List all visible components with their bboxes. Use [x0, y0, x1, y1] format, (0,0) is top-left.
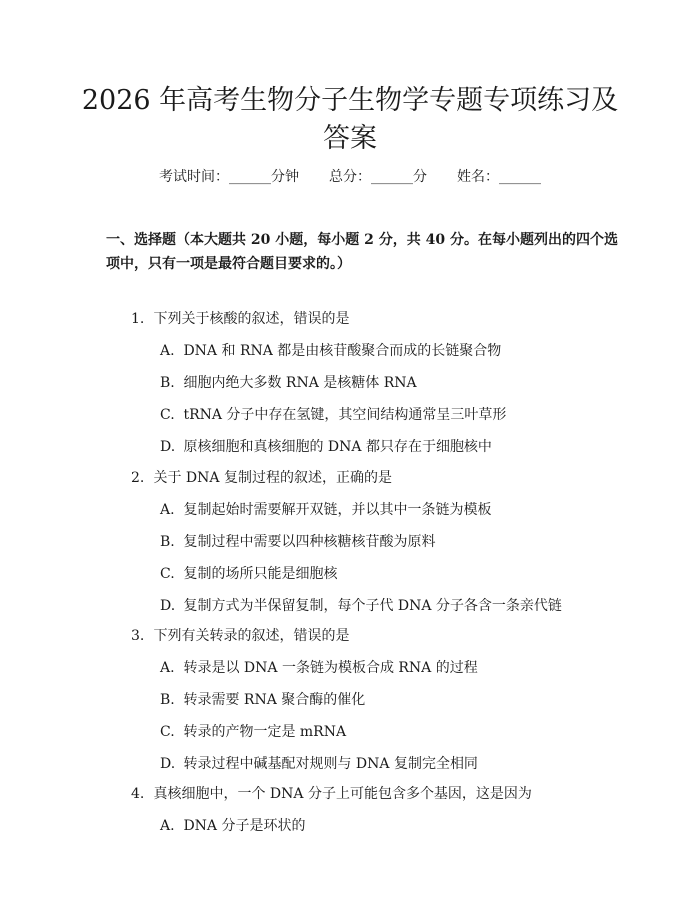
time-unit: 分钟 [271, 169, 299, 185]
option-text: tRNA 分子中存在氢键，其空间结构通常呈三叶草形 [183, 407, 507, 423]
exam-info [0, 166, 700, 188]
question-text: 真核细胞中，一个 DNA 分子上可能包含多个基因，这是因为 [153, 786, 532, 802]
question-text: 下列关于核酸的叙述，错误的是 [153, 311, 350, 327]
option-letter: B. [160, 692, 175, 708]
option-letter: C. [160, 724, 175, 740]
option-letter: D. [160, 756, 176, 772]
question-number: 1. [131, 311, 145, 327]
question-2-option-b[interactable] [160, 531, 435, 553]
option-letter: C. [160, 566, 175, 582]
option-text: 复制起始时需要解开双链，并以其中一条链为模板 [183, 502, 492, 518]
section-heading-line-2: 项中，只有一项是最符合题目要求的。） [106, 256, 351, 272]
option-letter: B. [160, 375, 175, 391]
option-text: 原核细胞和真核细胞的 DNA 都只存在于细胞核中 [183, 439, 492, 455]
question-3 [131, 625, 349, 647]
option-text: 复制过程中需要以四种核糖核苷酸为原料 [183, 534, 436, 550]
option-text: 转录过程中碱基配对规则与 DNA 复制完全相同 [183, 756, 478, 772]
question-number: 2. [131, 470, 145, 486]
question-1-option-c[interactable] [160, 404, 506, 426]
score-label: 总分： [329, 169, 371, 185]
question-number: 4. [131, 786, 145, 802]
name-blank: ______ [499, 169, 541, 185]
question-text: 下列有关转录的叙述，错误的是 [153, 628, 350, 644]
question-text: 关于 DNA 复制过程的叙述，正确的是 [153, 470, 392, 486]
option-text: 转录需要 RNA 聚合酶的催化 [183, 692, 366, 708]
question-number: 3. [131, 628, 145, 644]
score-unit: 分 [413, 169, 427, 185]
option-letter: A. [160, 660, 175, 676]
question-2-option-a[interactable] [160, 499, 491, 521]
time-blank: ______ [229, 169, 271, 185]
option-text: DNA 分子是环状的 [183, 818, 306, 834]
option-letter: A. [160, 502, 175, 518]
question-1-option-a[interactable] [160, 340, 501, 362]
name-label: 姓名： [457, 169, 499, 185]
question-3-option-b[interactable] [160, 689, 365, 711]
page-title-line-2: 答案 [323, 123, 377, 154]
option-text: 转录的产物一定是 mRNA [183, 724, 347, 740]
option-text: 细胞内绝大多数 RNA 是核糖体 RNA [183, 375, 417, 391]
question-3-option-d[interactable] [160, 753, 478, 775]
option-text: DNA 和 RNA 都是由核苷酸聚合而成的长链聚合物 [183, 343, 502, 359]
option-letter: D. [160, 598, 176, 614]
option-text: 复制的场所只能是细胞核 [183, 566, 338, 582]
time-label: 考试时间： [159, 169, 229, 185]
score-blank: ______ [371, 169, 413, 185]
question-2-option-c[interactable] [160, 563, 337, 585]
question-2 [131, 467, 392, 489]
question-2-option-d[interactable] [160, 595, 562, 617]
option-letter: A. [160, 818, 175, 834]
option-letter: D. [160, 439, 176, 455]
option-letter: C. [160, 407, 175, 423]
section-heading-line-1: 一、选择题（本大题共 20 小题，每小题 2 分，共 40 分。在每小题列出的四个选 [106, 232, 618, 248]
option-text: 复制方式为半保留复制，每个子代 DNA 分子各含一条亲代链 [183, 598, 562, 614]
option-letter: A. [160, 343, 175, 359]
page-title-line-1: 2026 年高考生物分子生物学专题专项练习及 [81, 85, 619, 116]
option-letter: B. [160, 534, 175, 550]
question-1-option-d[interactable] [160, 436, 492, 458]
question-1 [131, 308, 349, 330]
question-3-option-a[interactable] [160, 657, 478, 679]
question-3-option-c[interactable] [160, 721, 346, 743]
question-4-option-a[interactable] [160, 815, 306, 837]
option-text: 转录是以 DNA 一条链为模板合成 RNA 的过程 [183, 660, 478, 676]
question-1-option-b[interactable] [160, 372, 417, 394]
question-4 [131, 783, 532, 805]
